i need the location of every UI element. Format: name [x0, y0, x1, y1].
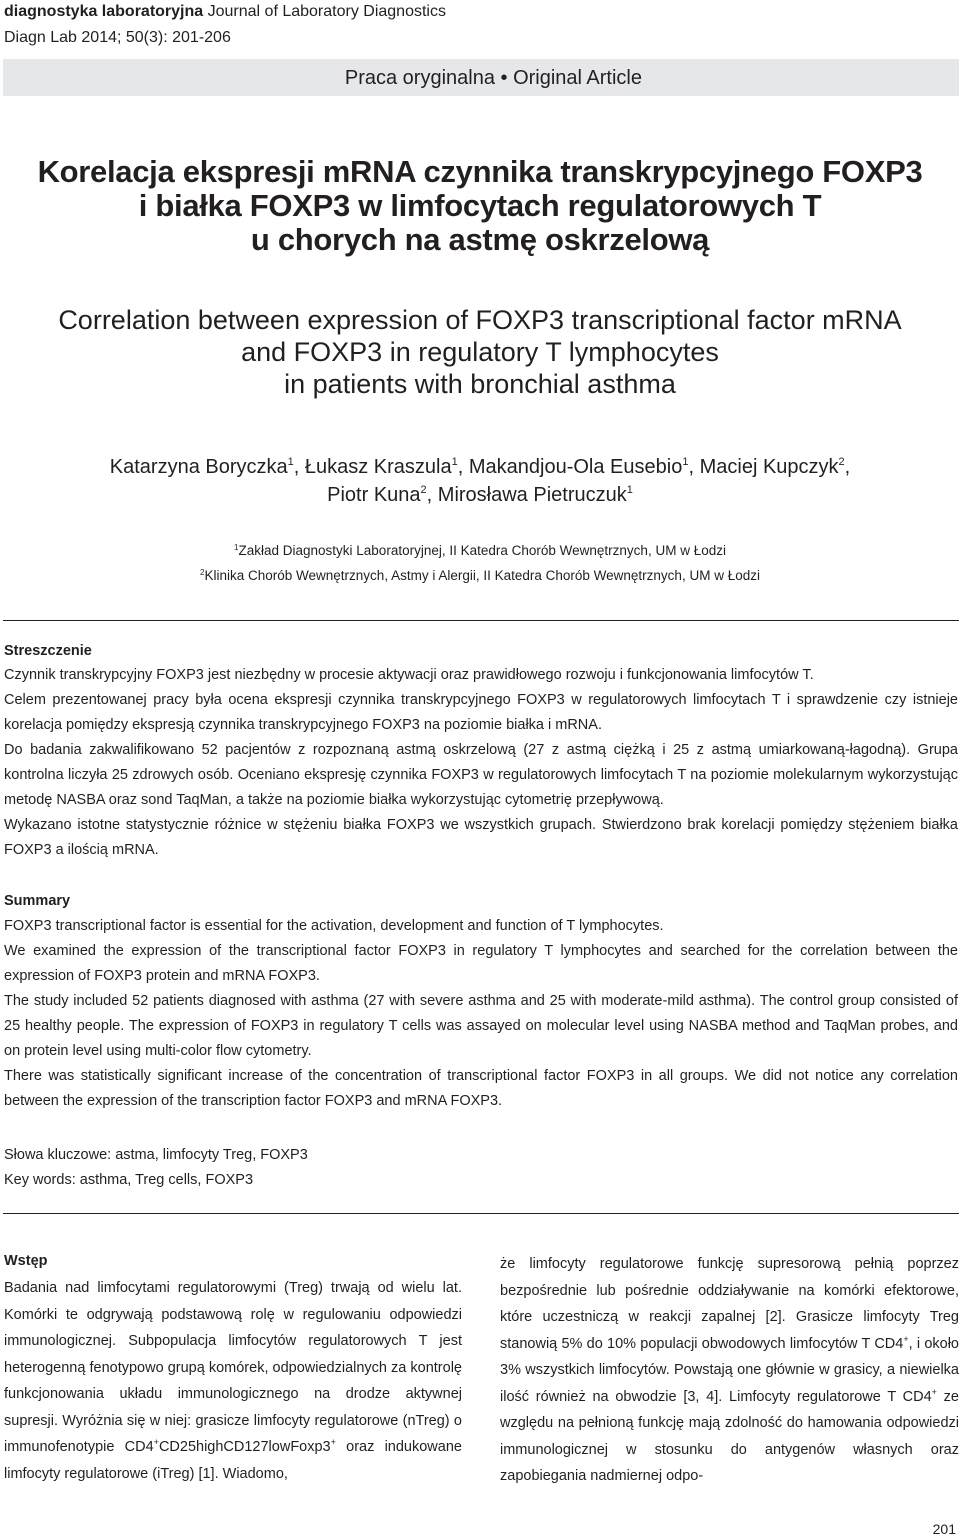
abstract-english — [4, 891, 958, 1114]
journal-name-en: Journal of Laboratory Diagnostics — [207, 3, 446, 20]
title-polish-line: i białka FOXP3 w limfocytach regulatorowych T — [138, 188, 822, 223]
abstract-paragraph: We examined the expression of the transcriptional factor FOXP3 in regulatory T lymphocytes and searched for the correlation between the expression of FOXP3 protein and mRNA FOXP3. — [4, 943, 958, 984]
author-affiliation-mark: 1 — [451, 456, 458, 468]
title-english-line: in patients with bronchial asthma — [284, 369, 676, 399]
keywords-english: Key words: asthma, Treg cells, FOXP3 — [4, 1172, 254, 1188]
intro-left-column — [4, 1251, 462, 1487]
title-english-line: and FOXP3 in regulatory T lymphocytes — [241, 337, 719, 367]
author-name: Piotr Kuna — [327, 484, 421, 506]
keywords-polish: Słowa kluczowe: astma, limfocyty Treg, FOXP3 — [4, 1147, 308, 1163]
affiliation-number: 1 — [234, 543, 239, 552]
author-affiliation-mark: 1 — [626, 484, 633, 496]
abstract-paragraph: Czynnik transkrypcyjny FOXP3 jest niezbędny w procesie aktywacji oraz prawidłowego rozwoju i funkcjonowania limfocytów T. — [4, 667, 814, 683]
affiliation-text: Zakład Diagnostyki Laboratoryjnej, II Katedra Chorób Wewnętrznych, UM w Łodzi — [238, 543, 726, 558]
author-name: Katarzyna Boryczka — [109, 456, 288, 478]
author-name: Makandjou-Ola Eusebio — [468, 456, 683, 478]
author-affiliation-mark: 2 — [838, 456, 845, 468]
intro-right-column — [500, 1251, 959, 1490]
title-english — [0, 304, 960, 400]
author-affiliation-mark: 1 — [287, 456, 294, 468]
section-heading: Summary — [4, 893, 71, 909]
abstract-paragraph: Celem prezentowanej pracy była ocena ekspresji czynnika transkrypcyjnego FOXP3 w regulatorowych limfocytach T i sprawdzenie czy istnieje korelacja pomiędzy ekspresją czynnika transkrypcyjnego FOXP3 na poziomie białka i mRNA. — [4, 692, 958, 733]
author-list: Katarzyna Boryczka$^1$, Łukasz Kraszula$^1$, Makandjou-Ola Eusebio$^1$, Maciej Kupczyk$^2$, Piotr Kuna$^2$, Mirosława Pietruczuk$^1$ — [109, 456, 851, 506]
affiliation-text: Klinika Chorób Wewnętrznych, Astmy i Alergii, II Katedra Chorób Wewnętrznych, UM w Łodzi — [204, 568, 760, 583]
affiliation-item — [0, 563, 960, 588]
author-name: Mirosława Pietruczuk — [437, 484, 627, 506]
abstract-paragraph: The study included 52 patients diagnosed with asthma (27 with severe asthma and 25 with moderate-mild asthma). The control group consisted of 25 healthy people. The expression of FOXP3 in regulatory T cells was assayed on molecular level using NASBA method and TaqMan probes, and on protein level using multi-color flow cytometry. — [4, 993, 958, 1059]
page-number: 201 — [932, 1521, 956, 1537]
article-type: Praca oryginalna • Original Article — [344, 67, 642, 89]
section-heading: Wstęp — [4, 1253, 48, 1269]
abstract-paragraph: There was statistically significant increase of the concentration of transcriptional factor FOXP3 in all groups. We did not notice any correlation between the expression of the transcription factor FOXP3 and mRNA FOXP3. — [4, 1068, 958, 1109]
section-heading: Streszczenie — [4, 643, 92, 659]
author-affiliation-mark: 2 — [420, 484, 427, 496]
intro-paragraph: Badania nad limfocytami regulatorowymi (Treg) trwają od wielu lat. Komórki te odgrywają podstawową rolę w regulowaniu odpowiedzi immunologicznej. Subpopulacja limfocytów regulatorowych T jest heterogenną fenotypowo grupą komórek, odpowiedzialnych za kontrolę funkcjonowania układu immunologicznego na drodze aktywnej supresji. Wyróżnia się w niej: grasicze limfocyty regulatorowe (nTreg) o immunofenotypie CD4+CD25highCD127lowFoxp3+ oraz indukowane limfocyty regulatorowe (iTreg) [1]. Wiadomo, — [4, 1280, 462, 1482]
abstract-paragraph: FOXP3 transcriptional factor is essential for the activation, development and function of T lymphocytes. — [4, 918, 664, 934]
abstract-polish — [4, 641, 958, 863]
abstract-paragraph: Do badania zakwalifikowano 52 pacjentów z rozpoznaną astmą oskrzelową (27 z astmą ciężką i 25 z astmą umiarkowaną-łagodną). Grupa kontrolna liczyła 25 zdrowych osób. Oceniano ekspresję czynnika FOXP3 w regulatorowych limfocytach T na poziomie molekularnym wykorzystując metodę NASBA oraz sond TaqMan, a także na poziomie białka wykorzystując cytometrię przepływową. — [4, 742, 958, 808]
author-name: Maciej Kupczyk — [699, 456, 839, 478]
journal-title — [4, 2, 446, 22]
author-name: Łukasz Kraszula — [304, 456, 452, 478]
affiliations — [0, 538, 960, 588]
title-polish-line: Korelacja ekspresji mRNA czynnika transkrypcyjnego FOXP3 — [37, 154, 923, 189]
divider — [3, 1213, 959, 1214]
title-english-line: Correlation between expression of FOXP3 transcriptional factor mRNA — [58, 305, 902, 335]
journal-name-pl: diagnostyka laboratoryjna — [4, 3, 204, 20]
affiliation-item — [0, 538, 960, 563]
affiliation-number: 2 — [200, 568, 205, 577]
abstract-paragraph: Wykazano istotne statystycznie różnice w stężeniu białka FOXP3 we wszystkich grupach. Stwierdzono brak korelacji pomiędzy stężeniem białka FOXP3 a ilością mRNA. — [4, 817, 958, 858]
intro-paragraph: że limfocyty regulatorowe funkcję supresorową pełnią poprzez bezpośrednie lub pośrednie oddziaływanie na komórki efektorowe, które uczestniczą w reakcji zapalnej [2]. Grasicze limfocyty Treg stanowią 5% do 10% populacji obwodowych limfocytów T CD4+, i około 3% wszystkich limfocytów. Powstają one głównie w grasicy, a niewielka ilość również na obwodzie [3, 4]. Limfocyty regulatorowe T CD4+ ze względu na pełnioną funkcję mają zdolność do hamowania odpowiedzi immunologicznej w stosunku do antygenów własnych oraz zapobiegania nadmiernej odpo- — [500, 1256, 959, 1484]
divider — [3, 620, 959, 621]
author-affiliation-mark: 1 — [682, 456, 689, 468]
title-polish — [0, 155, 960, 257]
title-polish-line: u chorych na astmę oskrzelową — [250, 222, 710, 257]
citation: Diagn Lab 2014; 50(3): 201-206 — [4, 29, 231, 46]
